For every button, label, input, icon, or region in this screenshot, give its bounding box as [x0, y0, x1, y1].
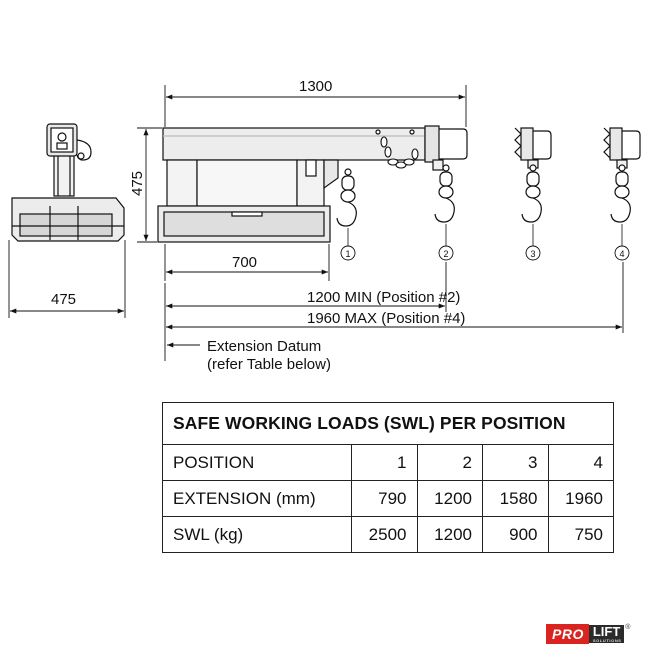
datum-line-1: Extension Datum [207, 338, 322, 355]
hook-2 [435, 165, 454, 260]
position-cell: 3 [483, 445, 549, 481]
position-callout-label: 4 [619, 249, 625, 259]
side-view [12, 124, 124, 241]
table-row [163, 517, 614, 553]
row-label: SWL (kg) [163, 517, 352, 553]
position-callout-label: 2 [443, 249, 449, 259]
logo-pro-text: PRO [546, 624, 589, 644]
position-callout-label: 3 [530, 249, 536, 259]
table-cell: 900 [483, 517, 549, 553]
row-label: EXTENSION (mm) [163, 481, 352, 517]
logo-lift-text: LIFT [592, 624, 621, 639]
dim-min-extension-label: 1200 MIN (Position #2) [307, 289, 461, 306]
swl-title-row [163, 403, 614, 445]
table-row [163, 481, 614, 517]
table-cell: 790 [352, 481, 418, 517]
table-cell: 1960 [548, 481, 614, 517]
swl-table-title: SAFE WORKING LOADS (SWL) PER POSITION [163, 403, 614, 445]
hook-1 [337, 169, 356, 260]
dim-max-extension-label: 1960 MAX (Position #4) [307, 310, 466, 327]
logo-lift-block [589, 625, 624, 643]
hook-3 [515, 128, 551, 260]
dim-carriage-height-label: 475 [129, 170, 146, 196]
swl-table [162, 402, 614, 553]
table-cell: 1200 [417, 481, 483, 517]
dim-base-width-label: 475 [51, 291, 77, 308]
extension-datum-note [207, 338, 331, 374]
hook-4 [604, 128, 640, 260]
prolift-logo [546, 624, 630, 644]
table-cell: 1580 [483, 481, 549, 517]
position-cell: 1 [352, 445, 418, 481]
table-cell: 750 [548, 517, 614, 553]
datum-line-2: (refer Table below) [207, 356, 331, 373]
position-cell: 2 [417, 445, 483, 481]
dim-arm-length-label: 1300 [299, 78, 333, 95]
table-cell: 2500 [352, 517, 418, 553]
end-bracket [425, 126, 467, 170]
table-cell: 1200 [417, 517, 483, 553]
position-header: POSITION [163, 445, 352, 481]
position-callout-label: 1 [345, 249, 351, 259]
logo-reg-mark: ® [625, 624, 631, 631]
dim-fork-pocket-label: 700 [232, 254, 258, 271]
table-row [163, 445, 614, 481]
carriage-body [158, 160, 338, 242]
logo-sub-text: SOLUTIONS [592, 638, 622, 643]
position-cell: 4 [548, 445, 614, 481]
